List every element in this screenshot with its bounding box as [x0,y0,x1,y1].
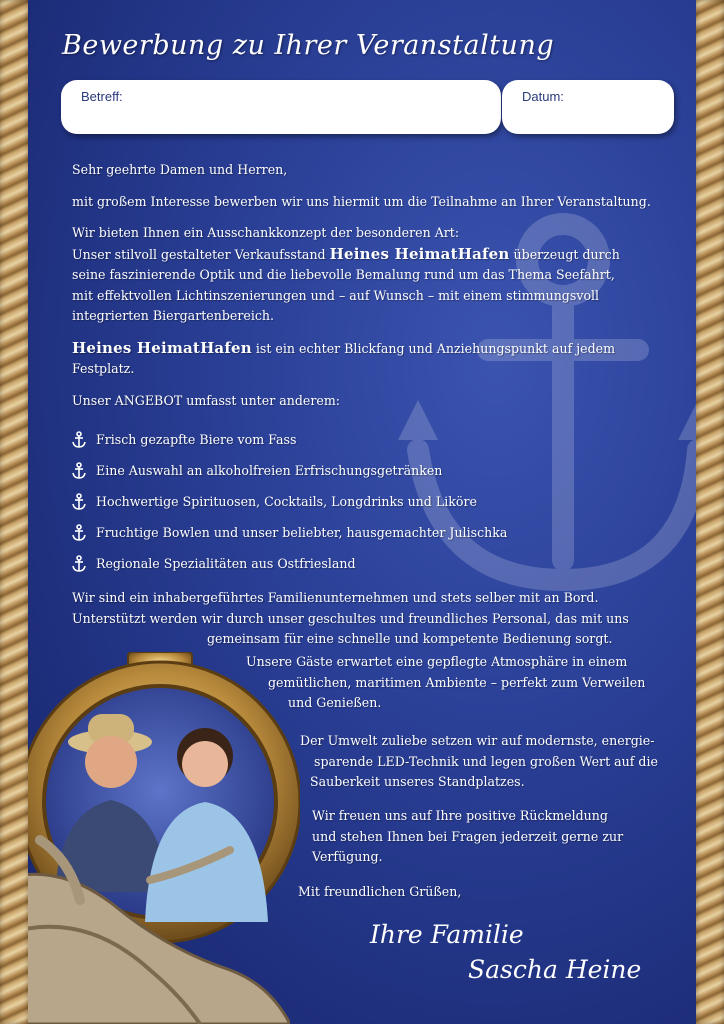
guests-line: und Genießen. [288,695,382,710]
concept-line: Wir bieten Ihnen ein Ausschankkonzept der besonderen Art: [72,225,460,240]
environment-paragraph [300,731,680,793]
subject-field[interactable] [61,80,501,134]
reply-paragraph [312,806,672,868]
concept-line: seine faszinierende Optik und die liebevolle Bemalung rund um das Thema Seefahrt, [72,267,615,282]
offer-text: Frisch gezapfte Biere vom Fass [96,432,297,447]
anchor-icon [72,524,86,542]
list-item [72,455,507,486]
list-item [72,486,507,517]
concept-text: Unser stilvoll gestalteter Verkaufsstand [72,246,326,262]
letter-body-top [72,160,672,411]
concept-text: überzeugt durch [513,246,620,262]
concept-line: mit effektvollen Lichtinszenierungen und – auf Wunsch – mit einem stimmungsvoll [72,287,600,303]
highlight-line [72,338,672,360]
date-field[interactable] [502,80,674,134]
concept-line: integrierten Biergartenbereich. [72,308,275,323]
page-title: Bewerbung zu Ihrer Veranstaltung [62,30,555,61]
offer-list [72,424,507,579]
signature-line-2: Sascha Heine [468,955,642,984]
family-line: Unterstützt werden wir durch unser geschultes und freundliches Personal, das mit uns [72,610,629,626]
highlight-line: Festplatz. [72,361,135,376]
rope-border-left [0,0,28,1024]
environment-line: sparende LED-Technik und legen großen Wert auf die [314,753,658,769]
anchor-icon [72,431,86,449]
offer-text: Regionale Spezialitäten aus Ostfriesland [96,556,356,571]
anchor-icon [72,493,86,511]
concept-line [72,244,672,266]
reply-line: Verfügung. [312,849,383,864]
date-label: Datum: [522,89,564,104]
offer-heading: Unser ANGEBOT umfasst unter anderem: [72,392,341,408]
highlight-text: ist ein echter Blickfang und Anziehungspunkt auf jedem [255,340,616,356]
family-line: Wir sind ein inhabergeführtes Familienunternehmen und stets selber mit an Bord. [72,590,599,605]
subject-label: Betreff: [81,89,123,104]
reply-line: Wir freuen uns auf Ihre positive Rückmeldung [312,808,608,823]
intro-paragraph: mit großem Interesse bewerben wir uns hiermit um die Teilnahme an Ihrer Veranstaltung. [72,193,651,209]
closing: Mit freundlichen Grüßen, [298,884,462,899]
greeting: Sehr geehrte Damen und Herren, [72,162,288,177]
list-item [72,517,507,548]
signature-line-1: Ihre Familie [370,920,524,949]
list-item [72,548,507,579]
reply-line: und stehen Ihnen bei Fragen jederzeit gerne zur [312,828,624,844]
family-line: gemeinsam für eine schnelle und kompetente Bedienung sorgt. [207,631,613,646]
brand-name: Heines HeimatHafen [72,338,252,357]
offer-text: Hochwertige Spirituosen, Cocktails, Longdrinks und Liköre [96,494,477,509]
environment-line: Der Umwelt zuliebe setzen wir auf modernste, energie- [300,733,655,748]
driftwood-decoration [28,820,290,1024]
anchor-icon [72,555,86,573]
guests-line: gemütlichen, maritimen Ambiente – perfekt zum Verweilen [268,674,646,690]
rope-border-right [696,0,724,1024]
environment-line: Sauberkeit unseres Standplatzes. [310,774,525,789]
brand-name: Heines HeimatHafen [329,244,510,263]
anchor-icon [72,462,86,480]
family-paragraph [72,588,672,650]
list-item [72,424,507,455]
guests-line: Unsere Gäste erwartet eine gepflegte Atmosphäre in einem [246,654,628,669]
offer-text: Fruchtige Bowlen und unser beliebter, hausgemachter Julischka [96,525,508,540]
offer-text: Eine Auswahl an alkoholfreien Erfrischungsgetränken [96,463,443,478]
letter-panel [28,0,696,1024]
guests-paragraph [246,652,666,714]
